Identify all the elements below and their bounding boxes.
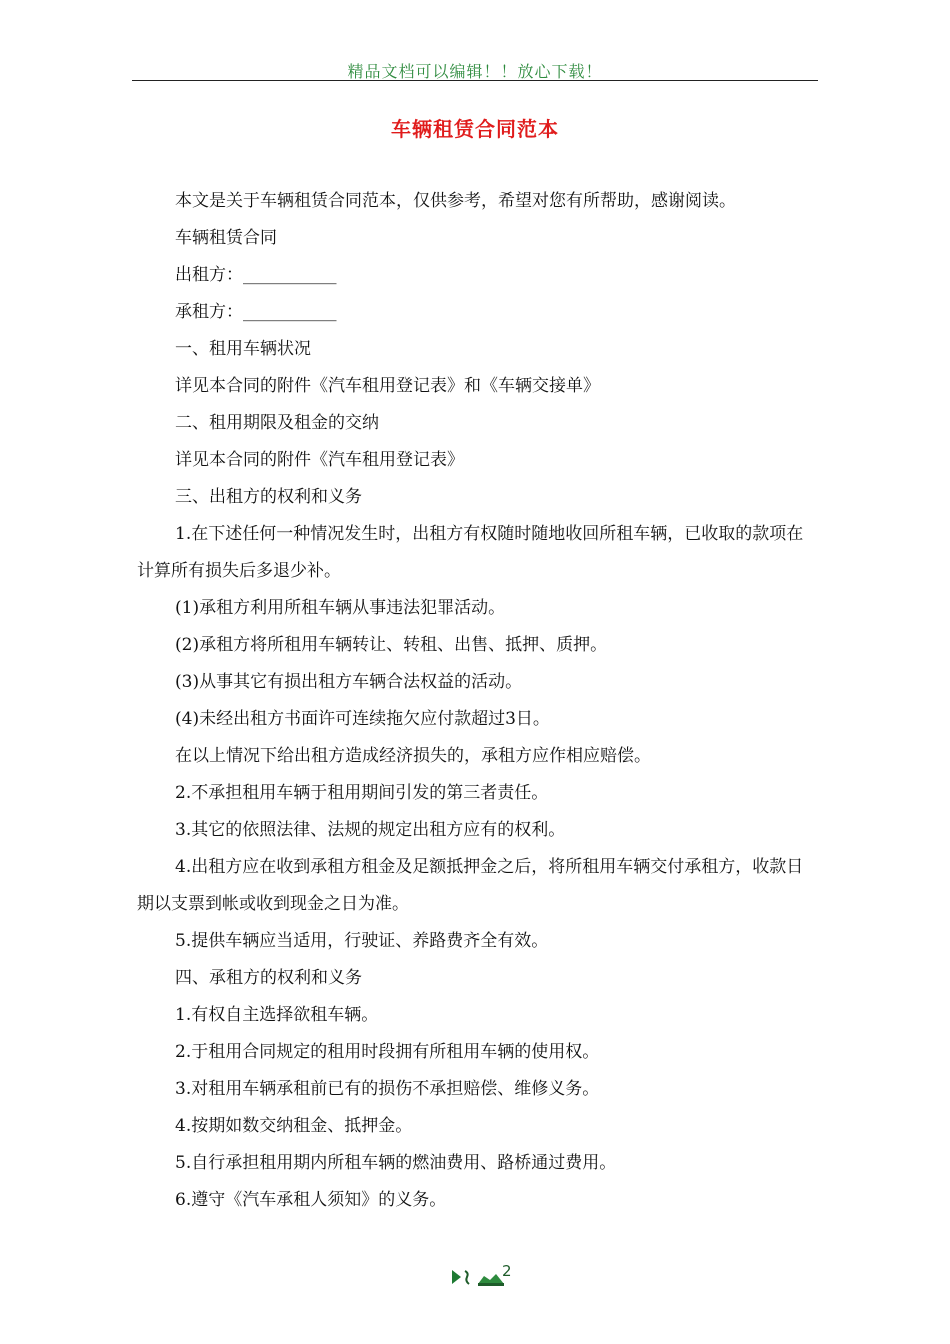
paragraph: 2.不承担租用车辆于租用期间引发的第三者责任。	[175, 783, 549, 803]
paragraph: (2)承租方将所租用车辆转让、转租、出售、抵押、质押。	[175, 635, 608, 655]
paragraph-lessee: 承租方：___________	[175, 302, 337, 322]
document-title: 车辆租赁合同范本	[391, 117, 559, 141]
section-heading-4: 四、承租方的权利和义务	[175, 968, 362, 988]
paragraph: 6.遵守《汽车承租人须知》的义务。	[175, 1190, 447, 1210]
document-body	[137, 183, 817, 1219]
paragraph: 1.在下述任何一种情况发生时，出租方有权随时随地收回所租车辆，已收取的款项在计算所有损失后多退少补。	[137, 524, 804, 581]
paragraph-lessor: 出租方：___________	[175, 265, 337, 285]
paragraph: (1)承租方利用所租车辆从事违法犯罪活动。	[175, 598, 506, 618]
paragraph: 5.自行承担租用期内所租车辆的燃油费用、路桥通过费用。	[175, 1153, 617, 1173]
paragraph: 3.对租用车辆承租前已有的损伤不承担赔偿、维修义务。	[175, 1079, 600, 1099]
paragraph: 2.于租用合同规定的租用时段拥有所租用车辆的使用权。	[175, 1042, 600, 1062]
paragraph-contract-name: 车辆租赁合同	[175, 228, 277, 248]
paragraph: (3)从事其它有损出租方车辆合法权益的活动。	[175, 672, 523, 692]
page-header: 精品文档可以编辑！！放心下载！	[347, 62, 603, 81]
paragraph: 3.其它的依照法律、法规的规定出租方应有的权利。	[175, 820, 566, 840]
page-number: 2	[502, 1262, 512, 1280]
paragraph: 4.出租方应在收到承租方租金及足额抵押金之后，将所租用车辆交付承租方，收款日期以支票到帐或收到现金之日为准。	[137, 857, 804, 914]
section-heading-2: 二、租用期限及租金的交纳	[175, 413, 379, 433]
header-divider	[132, 80, 818, 81]
paragraph: 在以上情况下给出租方造成经济损失的，承租方应作相应赔偿。	[175, 746, 651, 766]
paragraph: (4)未经出租方书面许可连续拖欠应付款超过3日。	[175, 709, 550, 729]
paragraph: 1.有权自主选择欲租车辆。	[175, 1005, 379, 1025]
paragraph: 详见本合同的附件《汽车租用登记表》和《车辆交接单》	[175, 376, 600, 396]
paragraph: 5.提供车辆应当适用，行驶证、养路费齐全有效。	[175, 931, 549, 951]
paragraph: 4.按期如数交纳租金、抵押金。	[175, 1116, 413, 1136]
section-heading-1: 一、租用车辆状况	[175, 339, 311, 359]
paragraph-intro: 本文是关于车辆租赁合同范本，仅供参考，希望对您有所帮助，感谢阅读。	[175, 191, 736, 211]
paragraph: 详见本合同的附件《汽车租用登记表》	[175, 450, 464, 470]
section-heading-3: 三、出租方的权利和义务	[175, 487, 362, 507]
